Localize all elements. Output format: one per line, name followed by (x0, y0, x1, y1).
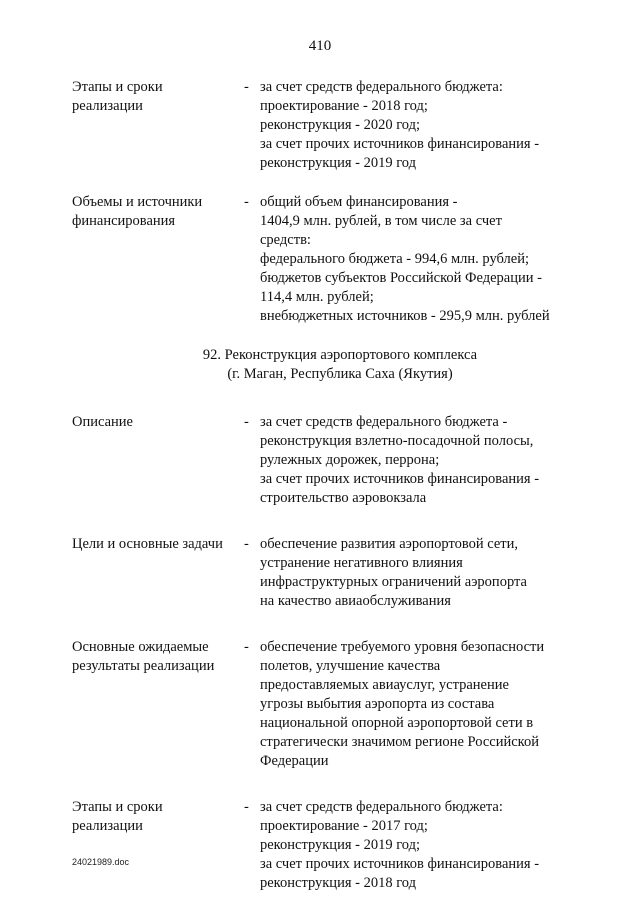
row-value: за счет средств федерального бюджета: проектирование - 2017 год; реконструкция - 2019 год; за счет прочих источников финансирования - реконструкция - 2018 год (260, 799, 540, 891)
section-title: 92. Реконструкция аэропортового комплекса (г. Маган, Республика Саха (Якутия) (202, 347, 478, 382)
page-number: 410 (308, 38, 332, 54)
row-value: за счет средств федерального бюджета - реконструкция взлетно-посадочной полосы, рулежных дорожек, перрона; за счет прочих источников финансирования - строительство аэровокзала (260, 414, 540, 506)
row-dash: - (244, 79, 249, 95)
passport-row-expected-results (0, 638, 640, 771)
row-label: Описание (72, 414, 133, 430)
row-dash: - (244, 414, 249, 430)
document-body (0, 78, 640, 893)
row-value: обеспечение развития аэропортовой сети, устранение негативного влияния инфраструктурных ограничений аэропорта на качество авиаобслуживания (260, 536, 527, 609)
row-value: общий объем финансирования - 1404,9 млн. рублей, в том числе за счет средств: федерального бюджета - 994,6 млн. рублей; бюджетов субъектов Российской Федерации - 114,4 млн. рублей; внебюджетных источников - 295,9 млн. рублей (260, 194, 550, 324)
passport-row-financing (0, 193, 640, 326)
row-dash: - (244, 536, 249, 552)
row-label: Цели и основные задачи (72, 536, 223, 552)
row-dash: - (244, 639, 249, 655)
row-label: Этапы и сроки реализации (72, 79, 163, 114)
passport-row-goals (0, 535, 640, 611)
row-label: Основные ожидаемые результаты реализации (72, 639, 215, 674)
document-footer-filename: 24021989.doc (72, 857, 130, 867)
passport-row-stages (0, 798, 640, 893)
row-label: Объемы и источники финансирования (72, 194, 203, 229)
passport-row-description (0, 413, 640, 508)
row-dash: - (244, 194, 249, 210)
row-label: Этапы и сроки реализации (72, 799, 163, 834)
row-value: за счет средств федерального бюджета: проектирование - 2018 год; реконструкция - 2020 год; за счет прочих источников финансирования - реконструкция - 2019 год (260, 79, 540, 171)
passport-row-stages-previous (0, 78, 640, 173)
row-dash: - (244, 799, 249, 815)
row-value: обеспечение требуемого уровня безопасности полетов, улучшение качества предоставляемых авиауслуг, устранение угрозы выбытия аэропорта из состава национальной опорной аэропортовой сети в стратегически значимом регионе Российской Федерации (260, 639, 545, 769)
